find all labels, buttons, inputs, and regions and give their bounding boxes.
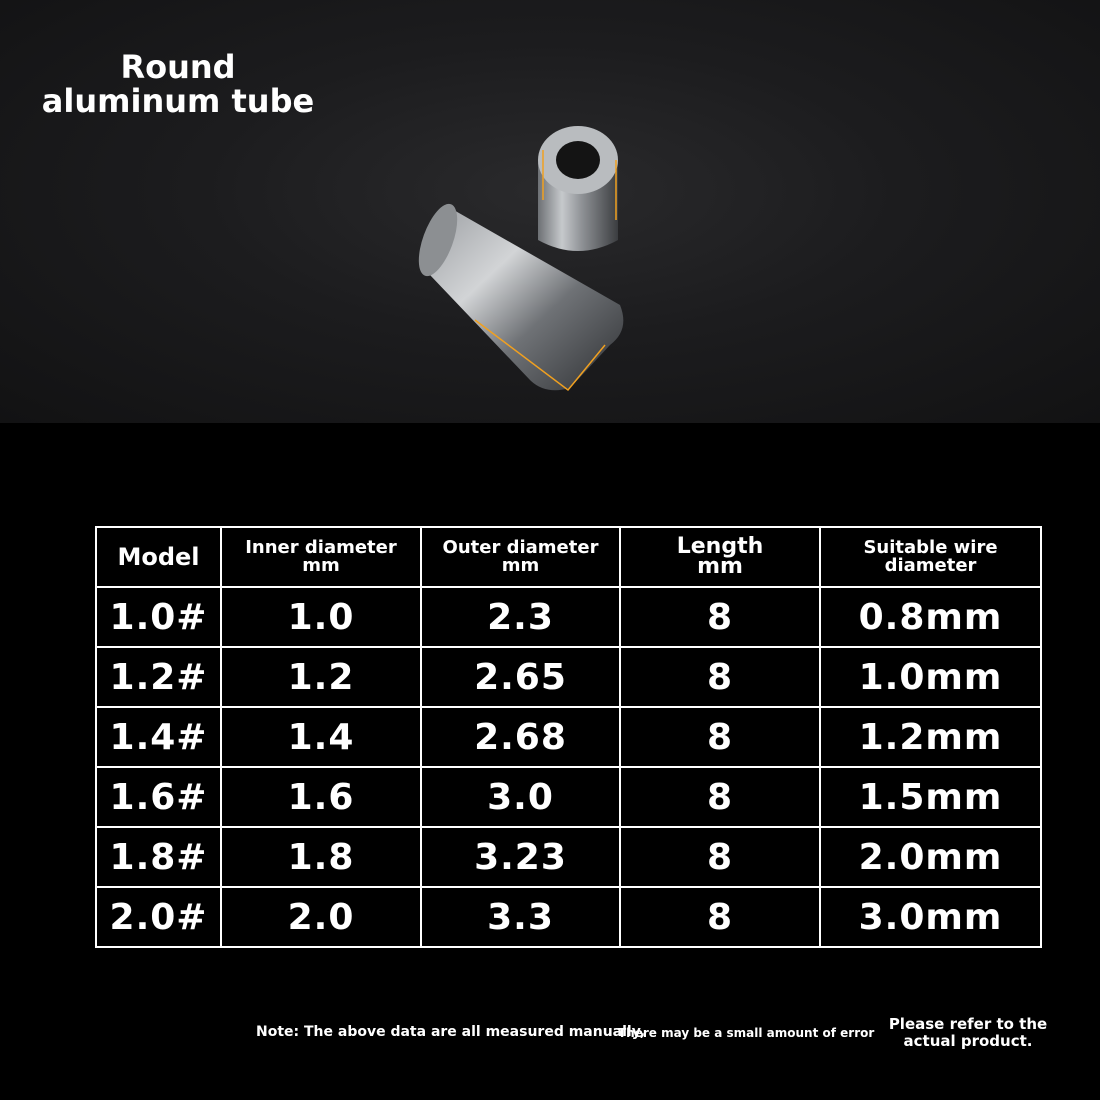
- cell-model: 1.0#: [96, 587, 221, 647]
- table-row: [96, 647, 1041, 707]
- cell-inner: 1.6: [221, 767, 421, 827]
- table-header-row: [96, 527, 1041, 587]
- cell-outer: 3.0: [421, 767, 620, 827]
- cell-wire: 1.0mm: [820, 647, 1041, 707]
- cell-length: 8: [620, 587, 820, 647]
- cell-length: 8: [620, 767, 820, 827]
- table-row: [96, 707, 1041, 767]
- cell-outer: 3.3: [421, 887, 620, 947]
- title-line-1: Round: [120, 48, 236, 86]
- cell-inner: 1.4: [221, 707, 421, 767]
- cell-inner: 1.2: [221, 647, 421, 707]
- cell-length: 8: [620, 887, 820, 947]
- table-row: [96, 767, 1041, 827]
- header-inner-diameter: Inner diameter mm: [221, 527, 421, 587]
- cell-inner: 1.8: [221, 827, 421, 887]
- header-length: Length mm: [620, 527, 820, 587]
- cell-wire: 1.2mm: [820, 707, 1041, 767]
- product-photo: [0, 0, 1100, 423]
- cell-outer: 2.3: [421, 587, 620, 647]
- page-title: [30, 50, 326, 118]
- cell-inner: 1.0: [221, 587, 421, 647]
- cell-model: 1.6#: [96, 767, 221, 827]
- cell-length: 8: [620, 647, 820, 707]
- note-refer-actual-product: Please refer to the actual product.: [888, 1015, 1048, 1050]
- cell-length: 8: [620, 827, 820, 887]
- spec-table: [95, 526, 1042, 948]
- table-row: [96, 587, 1041, 647]
- upright-tube: [538, 126, 618, 251]
- note-measured-manually: Note: The above data are all measured manually,: [256, 1024, 646, 1040]
- cell-model: 1.2#: [96, 647, 221, 707]
- cell-wire: 0.8mm: [820, 587, 1041, 647]
- cell-wire: 2.0mm: [820, 827, 1041, 887]
- header-model: Model: [96, 527, 221, 587]
- cell-model: 2.0#: [96, 887, 221, 947]
- cell-model: 1.4#: [96, 707, 221, 767]
- cell-inner: 2.0: [221, 887, 421, 947]
- table-row: [96, 887, 1041, 947]
- header-outer-diameter: Outer diameter mm: [421, 527, 620, 587]
- cell-outer: 2.68: [421, 707, 620, 767]
- table-row: [96, 827, 1041, 887]
- cell-outer: 3.23: [421, 827, 620, 887]
- title-line-2: aluminum tube: [41, 82, 315, 120]
- cell-wire: 3.0mm: [820, 887, 1041, 947]
- note-small-error: There may be a small amount of error: [618, 1026, 875, 1040]
- cell-length: 8: [620, 707, 820, 767]
- cell-wire: 1.5mm: [820, 767, 1041, 827]
- cell-model: 1.8#: [96, 827, 221, 887]
- header-wire-diameter: Suitable wire diameter: [820, 527, 1041, 587]
- cell-outer: 2.65: [421, 647, 620, 707]
